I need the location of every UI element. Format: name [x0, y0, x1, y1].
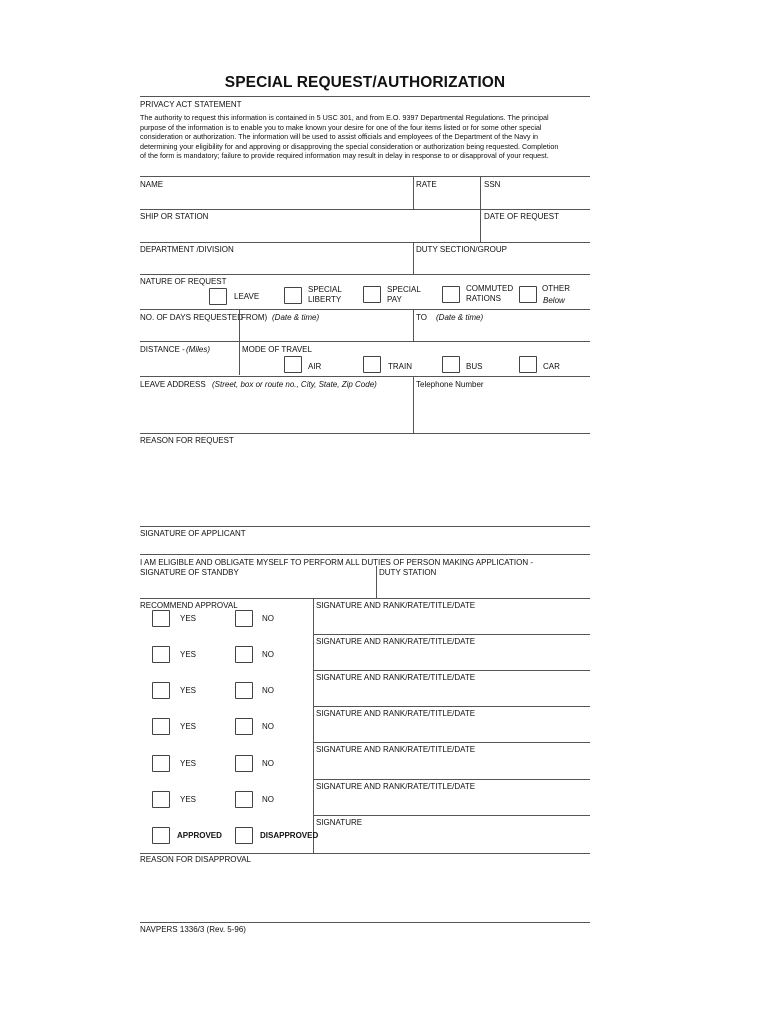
yes-label: YES — [180, 650, 197, 659]
rate-label: RATE — [416, 180, 437, 189]
commuted-rations-checkbox[interactable] — [442, 286, 460, 303]
approved-checkbox[interactable] — [152, 827, 170, 844]
no-label: NO — [262, 650, 274, 659]
commuted-rations-label: COMMUTED — [466, 284, 514, 293]
leave-checkbox[interactable] — [209, 288, 227, 305]
signature-standby-label: SIGNATURE OF STANDBY — [140, 568, 239, 577]
yes-checkbox[interactable] — [152, 718, 170, 735]
special-liberty-label: SPECIAL — [308, 285, 342, 294]
no-label: NO — [262, 759, 274, 768]
divider — [376, 566, 377, 598]
signature-applicant-label: SIGNATURE OF APPLICANT — [140, 529, 246, 538]
bus-label: BUS — [466, 362, 483, 371]
duty-station-label: DUTY STATION — [379, 568, 437, 577]
special-liberty-label: LIBERTY — [308, 295, 342, 304]
privacy-statement — [140, 113, 588, 161]
ssn-label: SSN — [484, 180, 501, 189]
commuted-rations-label: RATIONS — [466, 294, 501, 303]
other-label: OTHER — [542, 284, 570, 293]
yes-checkbox[interactable] — [152, 791, 170, 808]
special-pay-label: PAY — [387, 295, 402, 304]
rule — [140, 309, 590, 310]
form-title: SPECIAL REQUEST/AUTHORIZATION — [224, 74, 506, 91]
rule — [140, 242, 590, 243]
no-checkbox[interactable] — [235, 682, 253, 699]
yes-label: YES — [180, 614, 197, 623]
approved-label: APPROVED — [177, 831, 222, 840]
air-checkbox[interactable] — [284, 356, 302, 373]
car-label: CAR — [543, 362, 560, 371]
yes-label: YES — [180, 759, 197, 768]
other-label: Below — [543, 296, 565, 305]
distance-label: DISTANCE - — [140, 345, 185, 354]
air-label: AIR — [308, 362, 322, 371]
rule — [140, 526, 590, 527]
duty-section-label: DUTY SECTION/GROUP — [416, 245, 507, 254]
no-label: NO — [262, 722, 274, 731]
rule — [140, 554, 590, 555]
divider — [413, 176, 414, 209]
special-pay-checkbox[interactable] — [363, 286, 381, 303]
divider — [413, 309, 414, 341]
from-label: FROM) — [241, 313, 268, 322]
rule — [140, 922, 590, 923]
date-of-request-label: DATE OF REQUEST — [484, 212, 559, 221]
privacy-line: The authority to request this information is contained in 5 USC 301, and from E.O. 9397 Departmental Regulations. The principal — [140, 113, 549, 122]
rule — [313, 634, 590, 635]
rule — [140, 176, 590, 177]
no-checkbox[interactable] — [235, 646, 253, 663]
rule — [140, 376, 590, 377]
title-rule — [140, 96, 590, 97]
disapproved-label: DISAPPROVED — [260, 831, 319, 840]
recommend-approval-label: RECOMMEND APPROVAL — [140, 601, 238, 610]
rule — [140, 274, 590, 275]
name-label: NAME — [140, 180, 164, 189]
department-label: DEPARTMENT /DIVISION — [140, 245, 234, 254]
no-label: NO — [262, 614, 274, 623]
rule — [140, 433, 590, 434]
train-checkbox[interactable] — [363, 356, 381, 373]
signature-rank-label: SIGNATURE AND RANK/RATE/TITLE/DATE — [316, 637, 476, 646]
rule — [313, 815, 590, 816]
divider — [239, 309, 240, 341]
no-checkbox[interactable] — [235, 718, 253, 735]
other-checkbox[interactable] — [519, 286, 537, 303]
yes-checkbox[interactable] — [152, 755, 170, 772]
reason-disapproval-field[interactable] — [140, 866, 590, 920]
distance-hint: (Miles) — [186, 345, 210, 354]
divider — [413, 376, 414, 433]
yes-checkbox[interactable] — [152, 610, 170, 627]
yes-label: YES — [180, 686, 197, 695]
disapproved-checkbox[interactable] — [235, 827, 253, 844]
rule — [313, 742, 590, 743]
form-number: NAVPERS 1336/3 (Rev. 5-96) — [140, 925, 246, 934]
no-checkbox[interactable] — [235, 755, 253, 772]
yes-checkbox[interactable] — [152, 682, 170, 699]
rule — [313, 706, 590, 707]
special-pay-label: SPECIAL — [387, 285, 421, 294]
car-checkbox[interactable] — [519, 356, 537, 373]
yes-label: YES — [180, 795, 197, 804]
leave-label: LEAVE — [234, 292, 260, 301]
from-hint: (Date & time) — [272, 313, 320, 322]
yes-checkbox[interactable] — [152, 646, 170, 663]
rule — [140, 598, 590, 599]
nature-of-request-label: NATURE OF REQUEST — [140, 277, 227, 286]
divider — [239, 341, 240, 375]
ship-station-label: SHIP OR STATION — [140, 212, 209, 221]
yes-label: YES — [180, 722, 197, 731]
rule — [140, 853, 590, 854]
train-label: TRAIN — [388, 362, 412, 371]
special-liberty-checkbox[interactable] — [284, 287, 302, 304]
bus-checkbox[interactable] — [442, 356, 460, 373]
privacy-line: determining your eligibility for and approving or disapproving the special consideration or authorization being requested. Completion — [140, 141, 559, 151]
signature-rank-label: SIGNATURE AND RANK/RATE/TITLE/DATE — [316, 673, 476, 682]
days-requested-label: NO. OF DAYS REQUESTED — [140, 313, 243, 322]
privacy-line: purpose of the information is to enable you to make known your desire for one of the four items listed or for some other special — [140, 122, 542, 132]
signature-rank-label: SIGNATURE AND RANK/RATE/TITLE/DATE — [316, 709, 476, 718]
no-checkbox[interactable] — [235, 610, 253, 627]
to-hint: (Date & time) — [436, 313, 484, 322]
reason-disapproval-label: REASON FOR DISAPPROVAL — [140, 855, 251, 864]
no-checkbox[interactable] — [235, 791, 253, 808]
leave-address-hint: (Street, box or route no., City, State, Zip Code) — [212, 380, 377, 389]
divider — [413, 242, 414, 274]
privacy-line: of the form is mandatory; failure to provide required information may result in delay in response to or disapproval of your request. — [140, 151, 549, 161]
rule — [140, 341, 590, 342]
to-label: TO — [416, 313, 427, 322]
privacy-line: consideration or authorization. The information will be used to assist officials and employees of the Department of the Navy in — [140, 132, 539, 142]
rule — [313, 670, 590, 671]
privacy-heading: PRIVACY ACT STATEMENT — [140, 100, 242, 109]
leave-address-label: LEAVE ADDRESS — [140, 380, 206, 389]
no-label: NO — [262, 795, 274, 804]
rule — [140, 209, 590, 210]
signature-rank-label: SIGNATURE AND RANK/RATE/TITLE/DATE — [316, 745, 476, 754]
mode-of-travel-label: MODE OF TRAVEL — [242, 345, 312, 354]
no-label: NO — [262, 686, 274, 695]
telephone-label: Telephone Number — [416, 380, 484, 389]
rule — [313, 779, 590, 780]
signature-rank-label: SIGNATURE AND RANK/RATE/TITLE/DATE — [316, 782, 476, 791]
signature-rank-label: SIGNATURE AND RANK/RATE/TITLE/DATE — [316, 601, 476, 610]
name-field[interactable] — [140, 190, 412, 208]
eligible-statement: I AM ELIGIBLE AND OBLIGATE MYSELF TO PERFORM ALL DUTIES OF PERSON MAKING APPLICATION - — [140, 558, 533, 567]
reason-for-request-field[interactable] — [140, 448, 590, 524]
signature-label: SIGNATURE — [316, 818, 363, 827]
reason-for-request-label: REASON FOR REQUEST — [140, 436, 234, 445]
